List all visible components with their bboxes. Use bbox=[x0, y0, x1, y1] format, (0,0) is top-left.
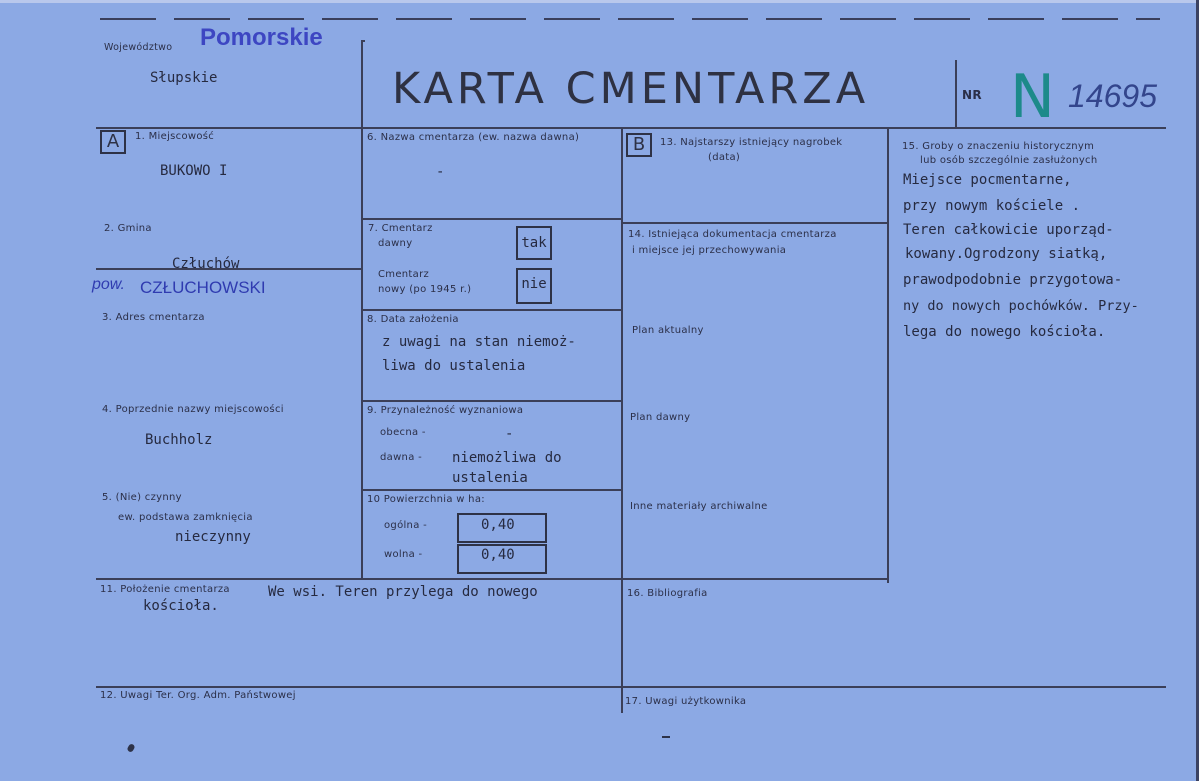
field-3-label: 3. Adres cmentarza bbox=[102, 312, 205, 323]
field-14-label-1: 14. Istniejąca dokumentacja cmentarza bbox=[628, 229, 837, 240]
field-5-value: nieczynny bbox=[175, 529, 251, 545]
wojewodztwo-typed: Słupskie bbox=[150, 70, 218, 86]
field-15-label-1: 15. Groby o znaczeniu historycznym bbox=[902, 141, 1095, 152]
grid-line bbox=[621, 222, 889, 224]
field-10-free-value: 0,40 bbox=[481, 547, 515, 563]
field-14-other: Inne materiały archiwalne bbox=[630, 501, 768, 512]
field-10-total-label: ogólna - bbox=[384, 520, 428, 531]
grid-line bbox=[361, 309, 623, 311]
field-6-label: 6. Nazwa cmentarza (ew. nazwa dawna) bbox=[367, 132, 580, 143]
section-b-box: B bbox=[626, 133, 652, 157]
field-8-label: 8. Data założenia bbox=[367, 314, 459, 325]
card-top-edge bbox=[0, 0, 1199, 3]
field-15-label-2: lub osób szczególnie zasłużonych bbox=[920, 155, 1098, 166]
field-8-value-1: z uwagi na stan niemoż- bbox=[382, 334, 576, 350]
field-5-label-1: 5. (Nie) czynny bbox=[102, 492, 182, 503]
field-4-label: 4. Poprzednie nazwy miejscowości bbox=[102, 404, 284, 415]
card-title: KARTA CMENTARZA bbox=[392, 64, 870, 114]
field-9-former-value-1: niemożliwa do bbox=[452, 450, 562, 466]
field-13-label-2: (data) bbox=[708, 152, 741, 163]
ink-mark bbox=[126, 743, 135, 753]
field-7-new-box: nie bbox=[516, 268, 552, 304]
field-14-plan-current: Plan aktualny bbox=[632, 325, 704, 336]
field-7-label-4: nowy (po 1945 r.) bbox=[378, 284, 472, 295]
wojewodztwo-stamp: Pomorskie bbox=[200, 24, 323, 51]
field-2-handwritten: CZŁUCHOWSKI bbox=[140, 278, 266, 297]
field-9-current-value: - bbox=[505, 426, 514, 442]
field-7-label-3: Cmentarz bbox=[378, 269, 430, 280]
grid-line bbox=[96, 127, 1166, 129]
field-1-value: BUKOWO I bbox=[160, 163, 228, 179]
field-12-label: 12. Uwagi Ter. Org. Adm. Państwowej bbox=[100, 690, 296, 701]
field-10-total-box bbox=[457, 513, 547, 543]
field-2-label: 2. Gmina bbox=[104, 223, 152, 234]
field-15-line-7: lega do nowego kościoła. bbox=[903, 324, 1106, 340]
field-4-value: Buchholz bbox=[145, 432, 213, 448]
field-10-total-value: 0,40 bbox=[481, 517, 515, 533]
field-9-former-label: dawna - bbox=[380, 452, 423, 463]
field-7-old-box: tak bbox=[516, 226, 552, 260]
field-7-label-1: 7. Cmentarz bbox=[368, 223, 433, 234]
field-7-label-2: dawny bbox=[378, 238, 413, 249]
section-a-box: A bbox=[100, 130, 126, 154]
field-9-label: 9. Przynależność wyznaniowa bbox=[367, 405, 524, 416]
field-2-handwritten-prefix: pow. bbox=[92, 276, 125, 293]
nr-label: NR bbox=[962, 88, 982, 102]
field-9-current-label: obecna - bbox=[380, 427, 426, 438]
field-1-label: 1. Miejscowość bbox=[135, 131, 215, 142]
field-13-label-1: 13. Najstarszy istniejący nagrobek bbox=[660, 137, 843, 148]
field-10-free-box bbox=[457, 544, 547, 574]
nr-letter-stamp: N bbox=[1010, 62, 1055, 132]
field-14-label-2: i miejsce jej przechowywania bbox=[632, 245, 787, 256]
field-15-line-2: przy nowym kościele . bbox=[903, 198, 1081, 214]
field-15-line-3: Teren całkowicie uporząd- bbox=[903, 222, 1114, 238]
wojewodztwo-label: Województwo bbox=[104, 42, 173, 53]
field-10-label: 10 Powierzchnia w ha: bbox=[367, 494, 485, 505]
field-2-value: Człuchów bbox=[172, 256, 240, 272]
grid-line bbox=[955, 60, 957, 128]
grid-line bbox=[96, 578, 889, 580]
grid-line bbox=[361, 218, 623, 220]
field-8-value-2: liwa do ustalenia bbox=[382, 358, 526, 374]
field-11-label: 11. Położenie cmentarza bbox=[100, 584, 230, 595]
field-16-label: 16. Bibliografia bbox=[627, 588, 708, 599]
field-15-line-5: prawodpodobnie przygotowa- bbox=[903, 272, 1123, 288]
grid-line bbox=[361, 40, 365, 42]
field-10-free-label: wolna - bbox=[384, 549, 423, 560]
dashed-top-rule bbox=[100, 18, 1160, 20]
ink-mark bbox=[662, 736, 670, 738]
field-17-label: 17. Uwagi użytkownika bbox=[625, 696, 747, 707]
grid-line bbox=[96, 686, 1166, 688]
field-15-line-6: ny do nowych pochówków. Przy- bbox=[903, 298, 1139, 314]
grid-line bbox=[361, 489, 623, 491]
field-11-value-2: kościoła. bbox=[143, 598, 219, 614]
field-15-line-4: kowany.Ogrodzony siatką, bbox=[905, 246, 1108, 262]
grid-line bbox=[621, 128, 623, 713]
field-14-plan-old: Plan dawny bbox=[630, 412, 691, 423]
grid-line bbox=[361, 400, 623, 402]
field-9-former-value-2: ustalenia bbox=[452, 470, 528, 486]
field-6-value: - bbox=[436, 164, 445, 180]
field-5-label-2: ew. podstawa zamknięcia bbox=[118, 512, 253, 523]
field-15-line-1: Miejsce pocmentarne, bbox=[903, 172, 1072, 188]
nr-number-handwritten: 14695 bbox=[1068, 78, 1157, 114]
field-11-value-1: We wsi. Teren przylega do nowego bbox=[268, 584, 538, 600]
grid-line bbox=[887, 128, 889, 583]
